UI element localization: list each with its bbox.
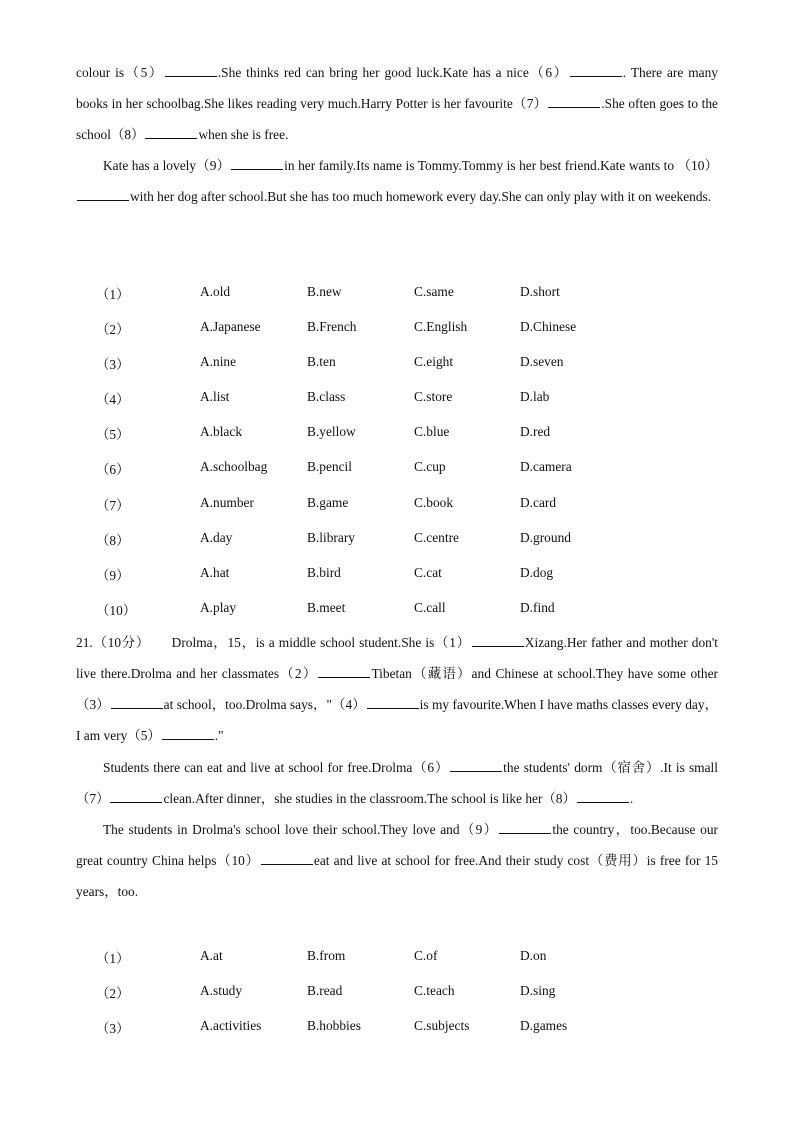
option-c[interactable]: C.teach [414,983,455,999]
answer-blank[interactable] [318,663,370,678]
answer-blank[interactable] [162,725,214,740]
option-b[interactable]: B.meet [307,599,346,615]
answer-blank[interactable] [145,124,197,139]
passage-text: .She often goes to the school（8） [76,96,718,142]
option-c[interactable]: C.store [414,389,453,405]
option-d[interactable]: D.Chinese [520,319,577,335]
passage-text: in her family.Its name is Tommy.Tommy is her best friend.Kate wants to （10） [284,158,718,173]
passage-text: 21.（10分） Drolma，15，is a middle school student.She is（1） [76,635,471,650]
option-b[interactable]: B.French [307,319,357,335]
option-b[interactable]: B.library [307,529,355,545]
passage-text: with her dog after school.But she has too much homework every day.She can only play with it on weekends. [130,189,712,204]
question-number: （1） [96,951,130,966]
option-a[interactable]: A.play [200,599,237,615]
passage-text: at school，too.Drolma says，"（4） [163,697,366,712]
answer-blank[interactable] [231,155,283,170]
option-b[interactable]: B.bird [307,564,341,580]
passage-text: ." [214,728,224,743]
option-b[interactable]: B.class [307,389,346,405]
option-a[interactable]: A.schoolbag [200,459,268,475]
option-c[interactable]: C.cat [414,564,442,580]
option-d[interactable]: D.ground [520,529,571,545]
answer-blank[interactable] [570,62,622,77]
question21-paragraph1 [76,627,718,751]
answer-blank[interactable] [472,632,524,647]
question-number: （4） [96,392,130,408]
passage-text: eat and live at school for free.And their study cost（费用）is free for 15 years，too. [76,853,718,899]
answer-blank[interactable] [261,850,313,865]
option-d[interactable]: D.camera [520,459,572,475]
question-number: （3） [96,357,130,373]
passage-text: colour is（5） [76,65,164,80]
question-number: （3） [96,1021,130,1037]
option-b[interactable]: B.pencil [307,459,352,475]
question-number: （6） [96,462,130,478]
option-a[interactable]: A.Japanese [200,319,261,335]
passage-text: Kate has a lovely（9） [103,158,231,173]
passage-text: .She thinks red can bring her good luck.Kate has a nice（6） [217,65,569,80]
question-number: （1） [96,287,130,302]
option-d[interactable]: D.seven [520,354,564,370]
option-d[interactable]: D.dog [520,564,554,580]
option-d[interactable]: D.find [520,599,555,615]
question21-paragraph3 [76,814,718,907]
option-d[interactable]: D.sing [520,983,556,999]
option-a[interactable]: A.hat [200,564,230,580]
option-a[interactable]: A.at [200,948,223,963]
passage-text: . There are many books in her schoolbag.She likes reading very much.Harry Potter is her favourite（7） [76,65,718,111]
option-c[interactable]: C.book [414,494,454,510]
option-b[interactable]: B.hobbies [307,1018,361,1034]
option-b[interactable]: B.from [307,948,346,963]
answer-blank[interactable] [367,694,419,709]
passage-text: . [629,791,634,806]
option-a[interactable]: A.number [200,494,254,510]
option-b[interactable]: B.yellow [307,424,356,440]
option-a[interactable]: A.nine [200,354,237,370]
option-d[interactable]: D.lab [520,389,550,405]
option-d[interactable]: D.card [520,494,557,510]
question-number: （2） [96,322,130,338]
answer-blank[interactable] [577,788,629,803]
question-number: （9） [96,567,130,583]
question21-paragraph2 [76,752,718,814]
passage-text: Students there can eat and live at school for free.Drolma（6） [103,760,450,775]
question-number: （10） [96,602,137,618]
answer-blank[interactable] [111,694,163,709]
question-number: （2） [96,986,130,1002]
passage-text: when she is free. [198,127,289,142]
option-c[interactable]: C.English [414,319,468,335]
option-b[interactable]: B.new [307,284,342,299]
answer-blank[interactable] [499,819,551,834]
option-a[interactable]: A.study [200,983,243,999]
answer-blank[interactable] [110,788,162,803]
passage-text: Xizang.Her father and mother don't live there.Drolma and her classmates（2） [76,635,718,681]
option-c[interactable]: C.blue [414,424,450,440]
passage-text: is my favourite.When I have maths classes every day，I am very（5） [76,697,718,743]
passage1-paragraph2 [76,150,718,212]
option-b[interactable]: B.read [307,983,343,999]
option-d[interactable]: D.red [520,424,551,440]
option-a[interactable]: A.black [200,424,243,440]
option-a[interactable]: A.activities [200,1018,262,1034]
option-a[interactable]: A.list [200,389,230,405]
passage1-paragraph1 [76,57,718,150]
option-a[interactable]: A.day [200,529,233,545]
option-c[interactable]: C.call [414,599,446,615]
passage-text: Tibetan（藏语）and Chinese at school.They have some other（3） [76,666,719,712]
option-d[interactable]: D.games [520,1018,568,1034]
option-c[interactable]: C.subjects [414,1018,470,1034]
passage-text: clean.After dinner，she studies in the classroom.The school is like her（8） [163,791,576,806]
option-c[interactable]: C.same [414,284,454,299]
option-c[interactable]: C.eight [414,354,454,370]
answer-blank[interactable] [165,62,217,77]
option-d[interactable]: D.short [520,284,560,299]
passage-text: the students' dorm（宿舍）.It is small（7） [76,760,718,806]
question-number: （8） [96,532,130,548]
passage-text: the country，too.Because our great country China helps（10） [76,822,718,868]
answer-blank[interactable] [548,93,600,108]
answer-blank[interactable] [77,186,129,201]
question-number: （5） [96,427,130,443]
option-b[interactable]: B.game [307,494,349,510]
option-a[interactable]: A.old [200,284,231,299]
option-c[interactable]: C.centre [414,529,459,545]
option-b[interactable]: B.ten [307,354,336,370]
option-c[interactable]: C.cup [414,459,446,475]
option-d[interactable]: D.on [520,948,547,963]
passage-text: The students in Drolma's school love their school.They love and（9） [103,822,499,837]
option-c[interactable]: C.of [414,948,438,963]
question-number: （7） [96,497,130,513]
answer-blank[interactable] [450,757,502,772]
